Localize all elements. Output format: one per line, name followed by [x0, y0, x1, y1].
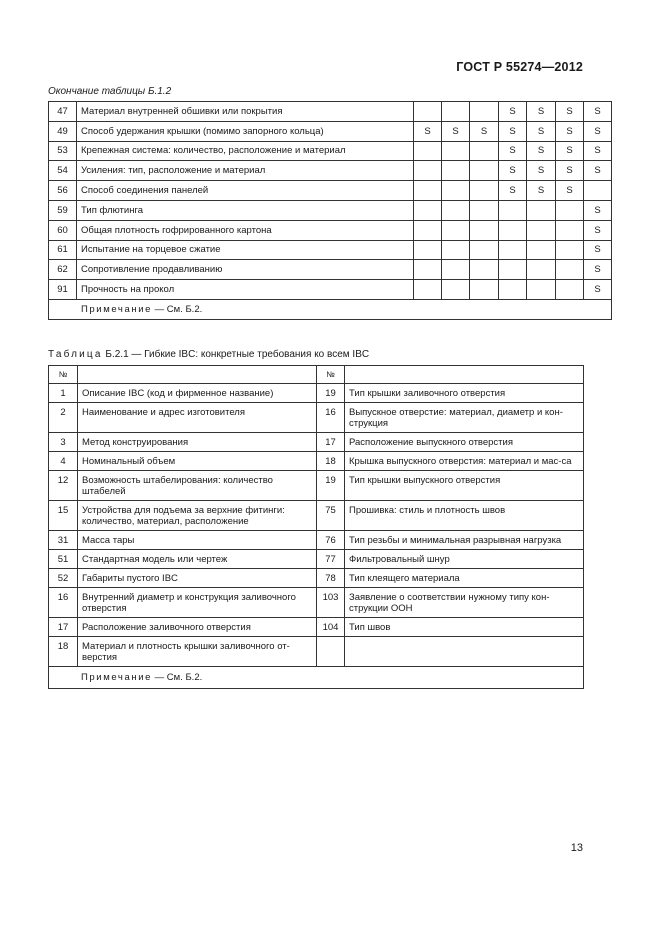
requirement-mark-cell: S	[527, 121, 556, 141]
table2-header-num-left: №	[49, 366, 78, 384]
requirement-mark-cell	[470, 141, 499, 161]
requirement-mark-cell: S	[584, 220, 612, 240]
left-description: Масса тары	[78, 531, 317, 550]
left-description: Габариты пустого IBC	[78, 569, 317, 588]
note-label: Примечание	[81, 672, 152, 683]
right-number: 76	[317, 531, 345, 550]
requirement-mark-cell	[470, 200, 499, 220]
row-description: Крепежная система: количество, расположение и материал	[77, 141, 414, 161]
left-number: 52	[49, 569, 78, 588]
row-description: Способ соединения панелей	[77, 181, 414, 201]
requirement-mark-cell	[470, 260, 499, 280]
left-number: 1	[49, 384, 78, 403]
requirement-mark-cell	[499, 240, 527, 260]
table-row	[49, 200, 612, 220]
left-description: Материал и плотность крышки заливочного от-верстия	[78, 637, 317, 667]
table-row	[49, 141, 612, 161]
table2-note	[49, 667, 584, 689]
requirement-mark-cell	[556, 220, 584, 240]
requirement-mark-cell: S	[556, 121, 584, 141]
requirement-mark-cell: S	[527, 102, 556, 122]
row-description: Способ удержания крышки (помимо запорного кольца)	[77, 121, 414, 141]
row-number: 61	[49, 240, 77, 260]
table-row	[49, 433, 584, 452]
table-row	[49, 637, 584, 667]
requirement-mark-cell: S	[584, 161, 612, 181]
left-number: 3	[49, 433, 78, 452]
requirement-mark-cell	[414, 200, 442, 220]
row-number: 56	[49, 181, 77, 201]
requirement-mark-cell	[442, 260, 470, 280]
requirement-mark-cell: S	[527, 181, 556, 201]
requirement-mark-cell	[414, 102, 442, 122]
requirement-mark-cell	[470, 220, 499, 240]
requirement-mark-cell	[414, 220, 442, 240]
page-number: 13	[570, 842, 583, 854]
requirement-mark-cell	[556, 280, 584, 300]
table2-header-blank-right	[345, 366, 584, 384]
left-number: 17	[49, 618, 78, 637]
left-description: Наименование и адрес изготовителя	[78, 403, 317, 433]
right-number	[317, 637, 345, 667]
left-number: 31	[49, 531, 78, 550]
requirement-mark-cell	[414, 161, 442, 181]
right-description: Тип резьбы и минимальная разрывная нагрузка	[345, 531, 584, 550]
requirement-mark-cell: S	[556, 181, 584, 201]
table-row	[49, 588, 584, 618]
right-description: Крышка выпускного отверстия: материал и мас-са	[345, 452, 584, 471]
requirement-mark-cell	[556, 260, 584, 280]
left-description: Номинальный объем	[78, 452, 317, 471]
requirement-mark-cell	[470, 240, 499, 260]
table2-caption	[48, 349, 369, 360]
requirement-mark-cell	[442, 102, 470, 122]
table-row	[49, 260, 612, 280]
left-description: Возможность штабелирования: количество штабелей	[78, 471, 317, 501]
requirement-mark-cell: S	[584, 102, 612, 122]
left-description: Устройства для подъема за верхние фитинги: количество, материал, расположение	[78, 501, 317, 531]
right-description: Тип крышки заливочного отверстия	[345, 384, 584, 403]
note-text: — См. Б.2.	[152, 672, 203, 683]
table-row	[49, 618, 584, 637]
right-number: 103	[317, 588, 345, 618]
row-description: Сопротивление продавливанию	[77, 260, 414, 280]
requirement-mark-cell	[470, 161, 499, 181]
right-number: 104	[317, 618, 345, 637]
requirement-mark-cell	[442, 240, 470, 260]
requirement-mark-cell	[527, 280, 556, 300]
right-description: Тип клеящего материала	[345, 569, 584, 588]
table-row	[49, 121, 612, 141]
table1-note-row	[49, 299, 612, 319]
table1-caption: Окончание таблицы Б.1.2	[48, 86, 172, 97]
table-row	[49, 102, 612, 122]
table2-header-row	[49, 366, 584, 384]
table2	[48, 365, 584, 689]
requirement-mark-cell: S	[499, 181, 527, 201]
note-text: — См. Б.2.	[152, 303, 203, 315]
row-number: 54	[49, 161, 77, 181]
requirement-mark-cell	[414, 260, 442, 280]
requirement-mark-cell	[527, 220, 556, 240]
requirement-mark-cell	[414, 181, 442, 201]
table2-caption-text: Б.2.1 — Гибкие IBC: конкретные требования ко всем IBC	[102, 349, 370, 360]
left-number: 51	[49, 550, 78, 569]
row-number: 47	[49, 102, 77, 122]
requirement-mark-cell	[470, 102, 499, 122]
requirement-mark-cell	[414, 240, 442, 260]
row-description: Общая плотность гофрированного картона	[77, 220, 414, 240]
table2-caption-prefix: Таблица	[48, 349, 103, 360]
right-number: 17	[317, 433, 345, 452]
left-number: 2	[49, 403, 78, 433]
table-row	[49, 384, 584, 403]
table-row	[49, 471, 584, 501]
row-number: 49	[49, 121, 77, 141]
row-description: Усиления: тип, расположение и материал	[77, 161, 414, 181]
requirement-mark-cell	[414, 280, 442, 300]
right-description: Заявление о соответствии нужному типу кон-струкции ООН	[345, 588, 584, 618]
table1-note	[49, 299, 612, 319]
row-number: 91	[49, 280, 77, 300]
table-row	[49, 531, 584, 550]
left-number: 18	[49, 637, 78, 667]
requirement-mark-cell	[527, 260, 556, 280]
left-number: 12	[49, 471, 78, 501]
requirement-mark-cell	[470, 280, 499, 300]
right-number: 77	[317, 550, 345, 569]
requirement-mark-cell: S	[584, 260, 612, 280]
requirement-mark-cell: S	[556, 161, 584, 181]
right-number: 19	[317, 471, 345, 501]
table-row	[49, 569, 584, 588]
requirement-mark-cell	[442, 200, 470, 220]
requirement-mark-cell: S	[499, 121, 527, 141]
requirement-mark-cell: S	[470, 121, 499, 141]
requirement-mark-cell	[527, 240, 556, 260]
requirement-mark-cell: S	[527, 141, 556, 161]
table-row	[49, 161, 612, 181]
right-description: Расположение выпускного отверстия	[345, 433, 584, 452]
left-number: 16	[49, 588, 78, 618]
requirement-mark-cell	[584, 181, 612, 201]
right-description: Тип крышки выпускного отверстия	[345, 471, 584, 501]
right-number: 75	[317, 501, 345, 531]
note-label: Примечание	[81, 303, 152, 315]
table-row	[49, 403, 584, 433]
requirement-mark-cell: S	[499, 102, 527, 122]
right-number: 18	[317, 452, 345, 471]
requirement-mark-cell: S	[584, 240, 612, 260]
table-row	[49, 181, 612, 201]
right-number: 78	[317, 569, 345, 588]
requirement-mark-cell: S	[556, 102, 584, 122]
left-number: 4	[49, 452, 78, 471]
requirement-mark-cell	[442, 181, 470, 201]
requirement-mark-cell	[556, 240, 584, 260]
row-description: Испытание на торцевое сжатие	[77, 240, 414, 260]
requirement-mark-cell: S	[499, 141, 527, 161]
requirement-mark-cell: S	[442, 121, 470, 141]
requirement-mark-cell	[442, 220, 470, 240]
row-description: Тип флютинга	[77, 200, 414, 220]
requirement-mark-cell	[414, 141, 442, 161]
table-row	[49, 240, 612, 260]
requirement-mark-cell	[527, 200, 556, 220]
requirement-mark-cell	[442, 161, 470, 181]
row-number: 60	[49, 220, 77, 240]
table2-note-row	[49, 667, 584, 689]
table2-header-blank-left	[78, 366, 317, 384]
requirement-mark-cell	[499, 220, 527, 240]
requirement-mark-cell	[442, 280, 470, 300]
requirement-mark-cell: S	[414, 121, 442, 141]
requirement-mark-cell	[470, 181, 499, 201]
right-description	[345, 637, 584, 667]
requirement-mark-cell: S	[499, 161, 527, 181]
requirement-mark-cell	[556, 200, 584, 220]
requirement-mark-cell: S	[584, 121, 612, 141]
requirement-mark-cell	[499, 280, 527, 300]
left-description: Расположение заливочного отверстия	[78, 618, 317, 637]
requirement-mark-cell: S	[556, 141, 584, 161]
table-row	[49, 220, 612, 240]
requirement-mark-cell: S	[584, 200, 612, 220]
requirement-mark-cell: S	[527, 161, 556, 181]
row-number: 59	[49, 200, 77, 220]
left-number: 15	[49, 501, 78, 531]
row-description: Прочность на прокол	[77, 280, 414, 300]
row-number: 62	[49, 260, 77, 280]
right-description: Выпускное отверстие: материал, диаметр и кон-струкция	[345, 403, 584, 433]
table-row	[49, 501, 584, 531]
requirement-mark-cell	[499, 200, 527, 220]
requirement-mark-cell	[442, 141, 470, 161]
table-row	[49, 550, 584, 569]
table-row	[49, 452, 584, 471]
requirement-mark-cell	[499, 260, 527, 280]
left-description: Стандартная модель или чертеж	[78, 550, 317, 569]
right-description: Тип швов	[345, 618, 584, 637]
left-description: Описание IBC (код и фирменное название)	[78, 384, 317, 403]
standard-code: ГОСТ Р 55274—2012	[456, 60, 583, 74]
row-description: Материал внутренней обшивки или покрытия	[77, 102, 414, 122]
right-number: 19	[317, 384, 345, 403]
row-number: 53	[49, 141, 77, 161]
table-row	[49, 280, 612, 300]
table1	[48, 101, 612, 320]
left-description: Метод конструирования	[78, 433, 317, 452]
right-description: Прошивка: стиль и плотность швов	[345, 501, 584, 531]
right-description: Фильтровальный шнур	[345, 550, 584, 569]
left-description: Внутренний диаметр и конструкция заливочного отверстия	[78, 588, 317, 618]
requirement-mark-cell: S	[584, 280, 612, 300]
right-number: 16	[317, 403, 345, 433]
requirement-mark-cell: S	[584, 141, 612, 161]
table2-header-num-right: №	[317, 366, 345, 384]
